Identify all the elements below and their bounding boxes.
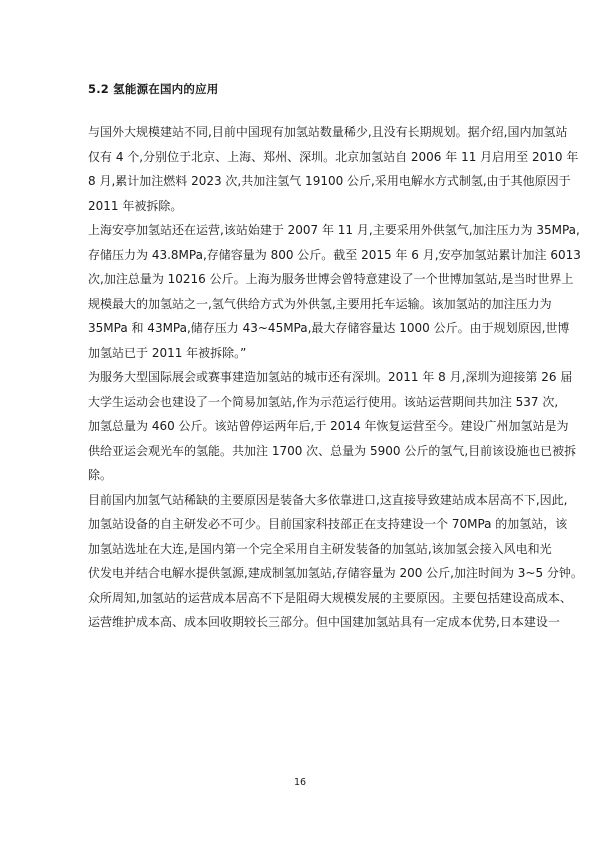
text-line: 供给亚运会观光车的氢能。共加注 1700 次、总量为 5900 公斤的氢气,目前该设施也已被拆 bbox=[88, 443, 577, 458]
text-line: 加氢站选址在大连,是国内第一个完全采用自主研发装备的加氢站,该加氢会接入风电和光 bbox=[88, 541, 552, 556]
text-line: 存储压力为 43.8MPa,存储容量为 800 公斤。截至 2015 年 6 月,安亭加氢站累计加注 6013 bbox=[88, 247, 581, 262]
section-heading: 5.2 氢能源在国内的应用 bbox=[88, 82, 219, 96]
text-line: 次,加注总量为 10216 公斤。上海为服务世博会曾特意建设了一个世博加氢站,是当时世界上 bbox=[88, 272, 574, 286]
text-line: 为服务大型国际展会或赛事建造加氢站的城市还有深圳。2011 年 8 月,深圳为迎接第 26 届 bbox=[88, 370, 573, 384]
page-number: 16 bbox=[293, 777, 307, 788]
text-line: 加氢总量为 460 公斤。该站曾停运两年后,于 2014 年恢复运营至今。建设广州加氢站是为 bbox=[88, 419, 569, 433]
text-line: 35MPa 和 43MPa,储存压力 43~45MPa,最大存储容量达 1000 公斤。由于规划原因,世博 bbox=[88, 321, 570, 335]
text-line: 与国外大规模建站不同,目前中国现有加氢站数量稀少,且没有长期规划。据介绍,国内加氢站 bbox=[88, 125, 568, 139]
text-line: 上海安亭加氢站还在运营,该站始建于 2007 年 11 月,主要采用外供氢气,加注压力为 35MPa, bbox=[88, 223, 580, 237]
text-line: 2011 年被拆除。 bbox=[88, 198, 183, 213]
text-line: 加氢站已于 2011 年被拆除。” bbox=[88, 345, 247, 360]
text-line: 运营维护成本高、成本回收期较长三部分。但中国建加氢站具有一定成本优势,日本建设一 bbox=[88, 615, 560, 629]
text-line: 目前国内加氢气站稀缺的主要原因是装备大多依靠进口,这直接导致建站成本居高不下,因此, bbox=[88, 492, 568, 507]
text-line: 大学生运动会也建设了一个简易加氢站,作为示范运行使用。该站运营期间共加注 537 次, bbox=[88, 394, 559, 409]
text-line: 加氢站设备的自主研发必不可少。目前国家科技部正在支持建设一个 70MPa 的加氢站，该 bbox=[88, 517, 568, 531]
text-line: 仅有 4 个,分别位于北京、上海、郑州、深圳。北京加氢站自 2006 年 11 月启用至 2010 年 bbox=[88, 149, 579, 164]
text-line: 规模最大的加氢站之一,氢气供给方式为外供氢,主要用托车运输。该加氢站的加注压力为 bbox=[88, 296, 552, 311]
text-line: 8 月,累计加注燃料 2023 次,共加注氢气 19100 公斤,采用电解水方式制氢,由于其他原因于 bbox=[88, 174, 571, 188]
body-text bbox=[88, 120, 583, 635]
text-line: 除。 bbox=[88, 468, 113, 482]
text-line: 伏发电并结合电解水提供氢源,建成制氢加氢站,存储容量为 200 公斤,加注时间为 3~5 分钟。 bbox=[88, 566, 583, 580]
text-line: 众所周知,加氢站的运营成本居高不下是阻碍大规模发展的主要原因。主要包括建设高成本、 bbox=[88, 590, 572, 605]
